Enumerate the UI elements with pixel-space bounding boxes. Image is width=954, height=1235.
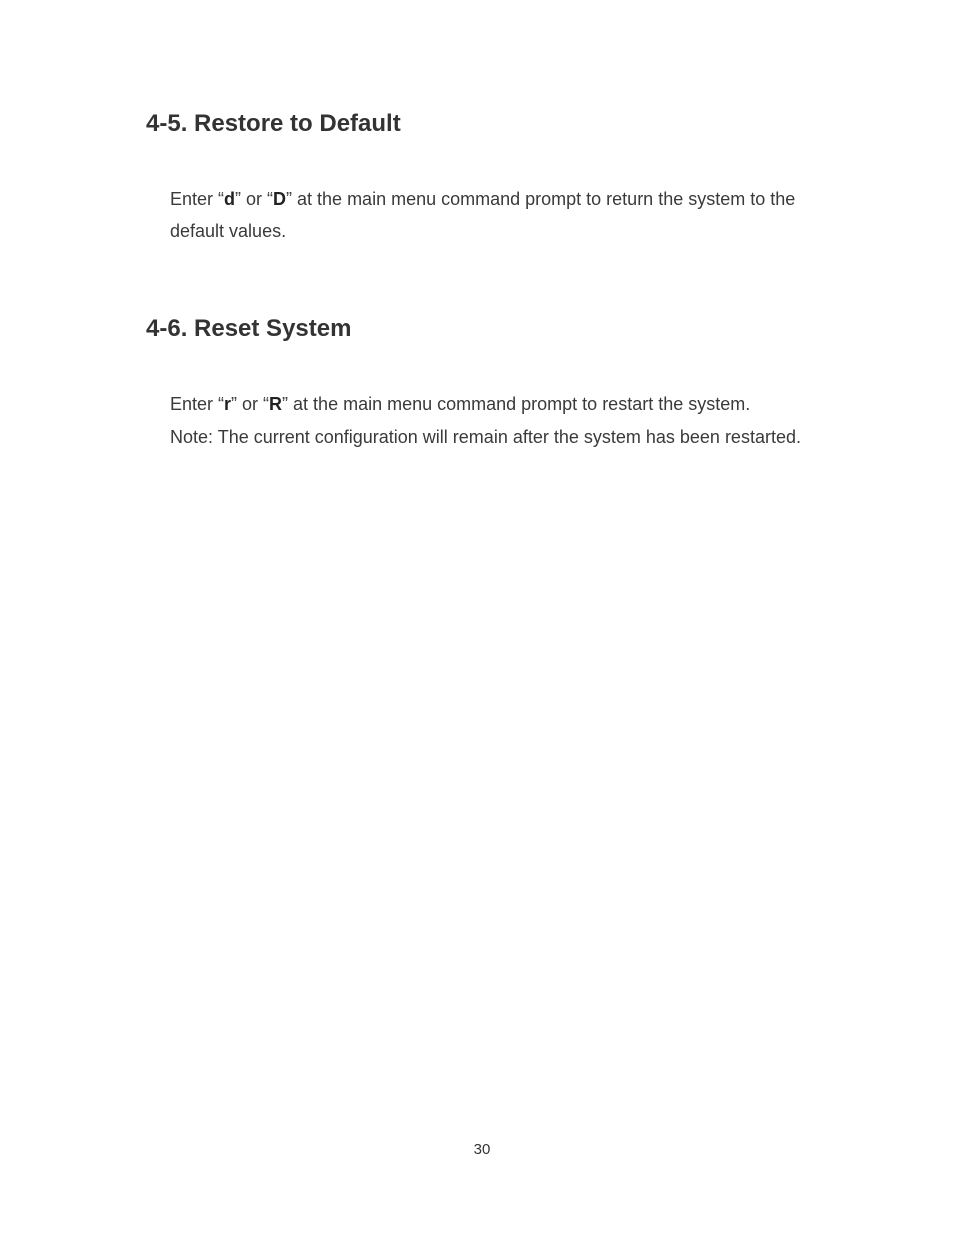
reset-system-line-1 bbox=[170, 388, 850, 421]
text-fragment: ” or “ bbox=[235, 189, 274, 209]
key-lowercase-d: d bbox=[224, 189, 236, 209]
restore-default-line-2: default values. bbox=[170, 221, 287, 241]
text-fragment: Enter “ bbox=[170, 394, 225, 414]
section-heading-restore-default: 4-5. Restore to Default bbox=[146, 110, 401, 137]
reset-system-paragraph bbox=[170, 388, 850, 454]
key-uppercase-r: R bbox=[269, 394, 283, 414]
page-number: 30 bbox=[473, 1141, 491, 1158]
restore-default-line-1 bbox=[170, 183, 850, 215]
text-fragment: Enter “ bbox=[170, 189, 225, 209]
text-fragment: ” at the main menu command prompt to return the system to the bbox=[286, 189, 796, 209]
text-fragment: ” at the main menu command prompt to restart the system. bbox=[282, 394, 751, 414]
key-uppercase-d: D bbox=[273, 189, 287, 209]
reset-system-note: Note: The current configuration will remain after the system has been restarted. bbox=[170, 427, 801, 447]
key-lowercase-r: r bbox=[224, 394, 232, 414]
restore-default-paragraph bbox=[170, 183, 850, 247]
text-fragment: ” or “ bbox=[231, 394, 270, 414]
section-heading-reset-system: 4-6. Reset System bbox=[146, 315, 352, 342]
